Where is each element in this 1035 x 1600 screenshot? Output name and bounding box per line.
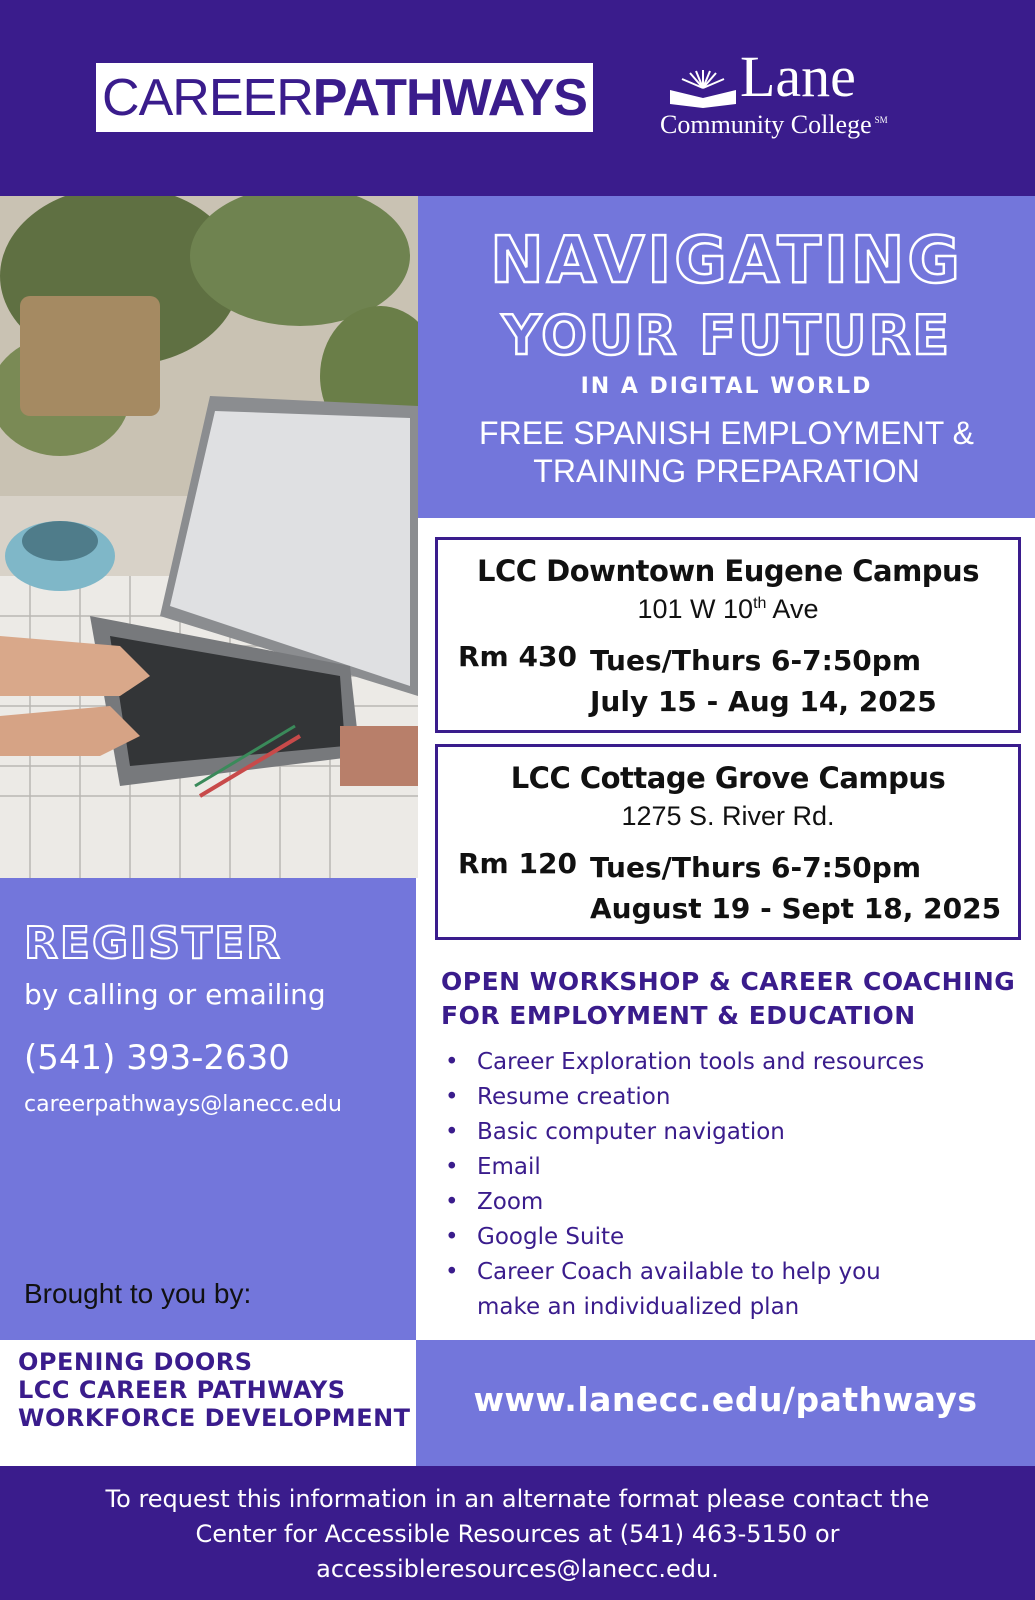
campus-schedule [590,640,937,722]
campus-schedule [590,847,1001,929]
campus-name: LCC Downtown Eugene Campus [477,554,979,588]
sponsor-opening-doors: OPENING DOORS [18,1348,253,1376]
address-suffix: Ave [766,594,819,624]
laptop-photo [0,196,418,878]
accessibility-footer [0,1466,1035,1600]
program-line-2: TRAINING PREPARATION [533,453,920,489]
list-item: • Career Exploration tools and resources [441,1045,1031,1080]
sunrise-book-icon [668,68,738,108]
campus-address: 1275 S. River Rd. [621,801,835,831]
header-banner [0,0,1035,196]
workshop-heading-line-1: OPEN WORKSHOP & CAREER COACHING [441,967,1016,996]
register-email[interactable]: careerpathways@lanecc.edu [24,1092,342,1117]
register-heading: REGISTER [24,918,283,969]
campus-box-cottage-grove [435,744,1021,940]
campus-name: LCC Cottage Grove Campus [510,761,946,795]
campus-box-downtown [435,537,1021,733]
headline-navigating: NAVIGATING [490,224,963,298]
list-item: • Google Suite [441,1220,1031,1255]
list-item: • Career Coach available to help you [441,1255,1031,1290]
website-link[interactable]: www.lanecc.edu/pathways [473,1380,978,1419]
service-mark: SM [874,115,888,126]
campus-address [438,594,1018,625]
workshop-topic-list [441,1045,1031,1325]
schedule-days: Tues/Thurs 6-7:50pm [590,644,921,677]
lane-wordmark: Lane [740,44,856,109]
lane-subtitle [660,110,888,140]
register-panel [0,878,416,1340]
brought-to-you-by: Brought to you by: [24,1278,252,1309]
schedule-days: Tues/Thurs 6-7:50pm [590,851,921,884]
register-subtitle: by calling or emailing [24,978,326,1011]
website-panel [416,1340,1035,1466]
schedule-dates: August 19 - Sept 18, 2025 [590,892,1002,925]
sponsors-block [0,1340,416,1466]
address-text: 101 W 10 [637,594,754,624]
title-panel [418,196,1035,518]
career-logo-light: CAREER [102,68,313,127]
lane-sub-text: Community College [660,110,872,139]
sponsor-workforce-development: WORKFORCE DEVELOPMENT [18,1404,411,1432]
list-item-continuation: make an individualized plan [477,1294,800,1320]
program-description [418,414,1035,490]
career-logo-bold: PATHWAYS [312,68,587,127]
headline-digital-world: IN A DIGITAL WORLD [580,374,873,399]
career-pathways-logo [96,63,593,132]
footer-text [20,1482,1015,1587]
schedule-dates: July 15 - Aug 14, 2025 [590,685,937,718]
program-line-1: FREE SPANISH EMPLOYMENT & [479,415,974,451]
campus-room: Rm 120 [458,847,577,880]
workshop-heading-line-2: FOR EMPLOYMENT & EDUCATION [441,1001,916,1030]
list-item: • Email [441,1150,1031,1185]
sponsor-career-pathways: LCC CAREER PATHWAYS [18,1376,346,1404]
footer-line-2: Center for Accessible Resources at (541) 463-5150 or [195,1520,840,1548]
address-ordinal: th [753,595,767,612]
register-phone[interactable]: (541) 393-2630 [24,1038,290,1078]
footer-line-1: To request this information in an alternate format please contact the [105,1485,930,1513]
list-item: • Zoom [441,1185,1031,1220]
lane-community-college-logo [660,44,920,148]
campus-room: Rm 430 [458,640,577,673]
footer-line-3[interactable]: accessibleresources@lanecc.edu. [316,1555,719,1583]
workshop-heading [441,965,1031,1033]
list-item: • Resume creation [441,1080,1031,1115]
headline-your-future: YOUR FUTURE [501,304,952,367]
list-item: • Basic computer navigation [441,1115,1031,1150]
